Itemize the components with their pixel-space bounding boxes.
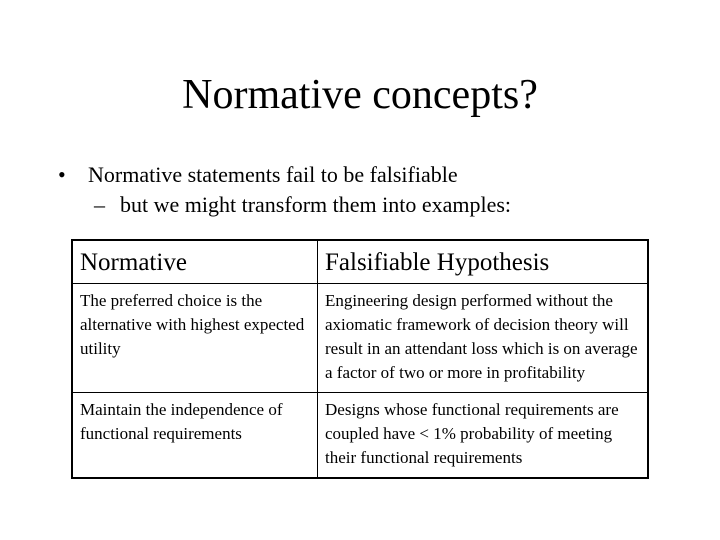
header-normative: Normative	[72, 240, 318, 284]
sub-bullet-text: but we might transform them into examples:	[120, 192, 512, 217]
table-cell-hypothesis: Engineering design performed without the axiomatic framework of decision theory will result in an attendant loss which is on average a factor of two or more in profitability	[318, 284, 649, 393]
table-cell-normative: The preferred choice is the alternative with highest expected utility	[72, 284, 318, 393]
dash-icon: –	[94, 192, 105, 217]
table-row	[72, 393, 648, 479]
bullet-icon: •	[58, 162, 66, 187]
bullet-item	[58, 162, 698, 188]
bullet-text: Normative statements fail to be falsifiable	[88, 162, 458, 187]
table-header-row	[72, 240, 648, 284]
header-falsifiable-hypothesis: Falsifiable Hypothesis	[318, 240, 649, 284]
bullet-list	[58, 162, 698, 218]
slide-title: Normative concepts?	[182, 72, 538, 118]
table-cell-hypothesis: Designs whose functional requirements are coupled have < 1% probability of meeting their functional requirements	[318, 393, 649, 479]
table-row	[72, 284, 648, 393]
table-cell-normative: Maintain the independence of functional requirements	[72, 393, 318, 479]
sub-bullet-item	[58, 192, 698, 218]
comparison-table	[71, 239, 649, 479]
